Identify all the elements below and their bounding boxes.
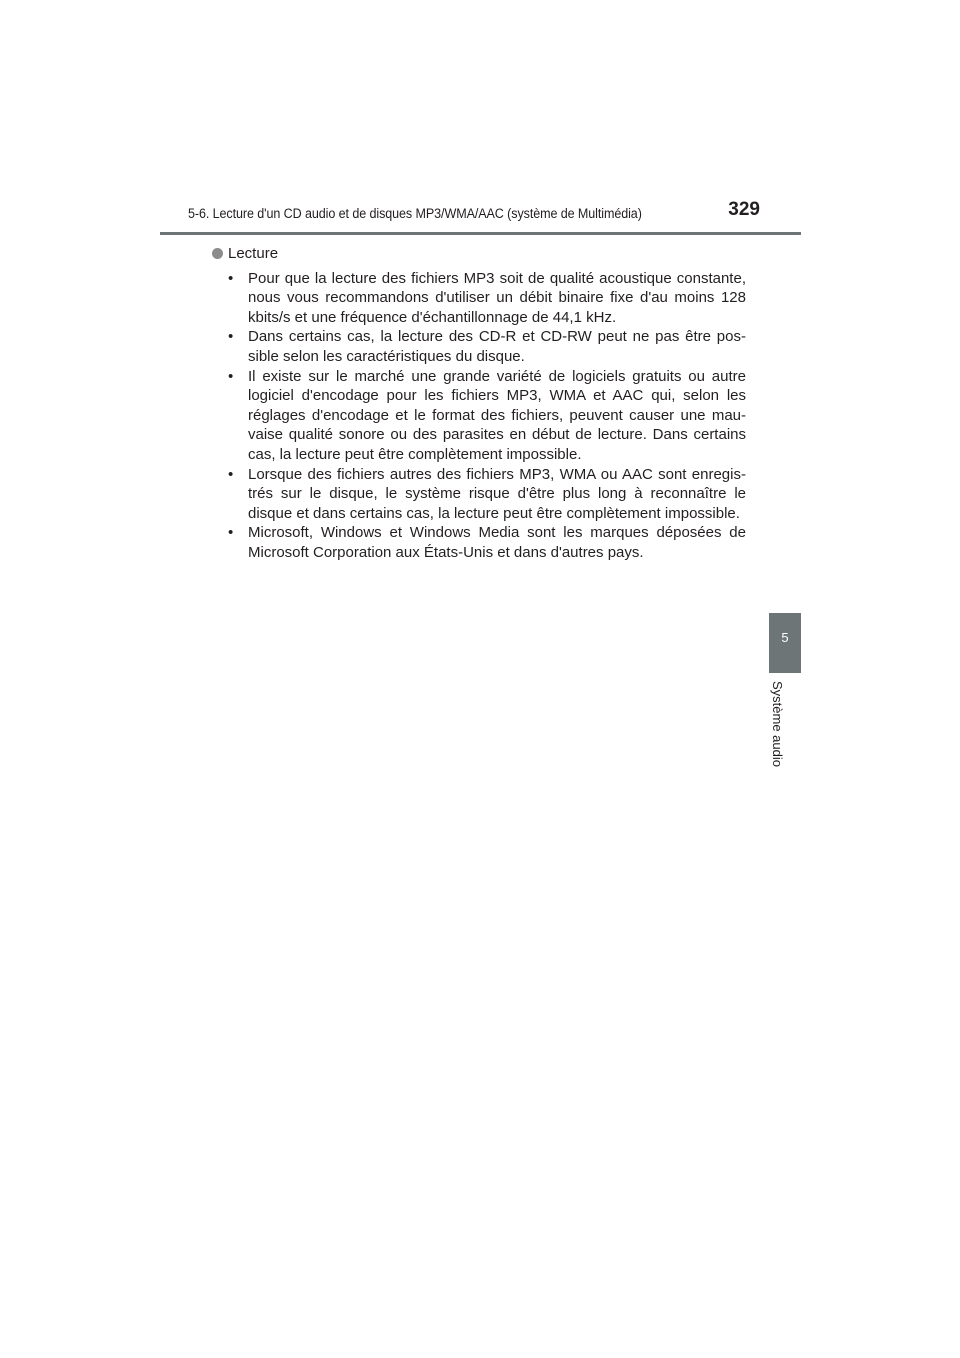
- bullet-dot-icon: [212, 248, 223, 259]
- section-heading-text: Lecture: [228, 245, 279, 262]
- bullet-list: [212, 269, 746, 563]
- chapter-tab: [769, 613, 801, 673]
- bullet-icon: •: [228, 269, 234, 287]
- list-item-text: Dans certains cas, la lecture des CD-R et CD-RW peut ne pas être possible selon les caractéristiques du disque.: [248, 328, 746, 365]
- list-item: [212, 269, 746, 328]
- list-item: [212, 465, 746, 524]
- main-content: [212, 244, 746, 563]
- list-item-text: Il existe sur le marché une grande variété de logiciels gratuits ou autre logiciel d'encodage pour les fichiers MP3, WMA et AAC qui, selon les réglages d'encodage et le format des fichiers, peuvent causer une mauvaise qualité sonore ou des parasites en début de lecture. Dans certains cas, la lecture peut être complètement impossible.: [248, 367, 746, 463]
- list-item: [212, 367, 746, 465]
- bullet-icon: •: [228, 328, 234, 346]
- bullet-icon: •: [228, 367, 234, 385]
- bullet-icon: •: [228, 465, 234, 483]
- chapter-number: 5: [781, 630, 789, 645]
- section-heading: [212, 244, 746, 264]
- bullet-icon: •: [228, 524, 234, 542]
- chapter-title: Système audio: [770, 681, 785, 767]
- list-item-text: Lorsque des fichiers autres des fichiers MP3, WMA ou AAC sont enregistrés sur le disque, le système risque d'être plus long à reconnaître le disque et dans certains cas, la lecture peut être complètement impossible.: [248, 465, 746, 522]
- list-item: [212, 327, 746, 366]
- list-item-text: Pour que la lecture des fichiers MP3 soit de qualité acoustique constante, nous vous recommandons d'utiliser un débit binaire fixe d'au moins 128 kbits/s et une fréquence d'échantillonnage de 44,1 kHz.: [248, 269, 746, 326]
- list-item-text: Microsoft, Windows et Windows Media sont les marques déposées de Microsoft Corporation aux États-Unis et dans d'autres pays.: [248, 524, 746, 561]
- header-rule: [160, 232, 801, 235]
- section-title: 5-6. Lecture d'un CD audio et de disques MP3/WMA/AAC (système de Multimédia): [188, 206, 642, 221]
- list-item: [212, 523, 746, 562]
- page-number: 329: [728, 199, 760, 220]
